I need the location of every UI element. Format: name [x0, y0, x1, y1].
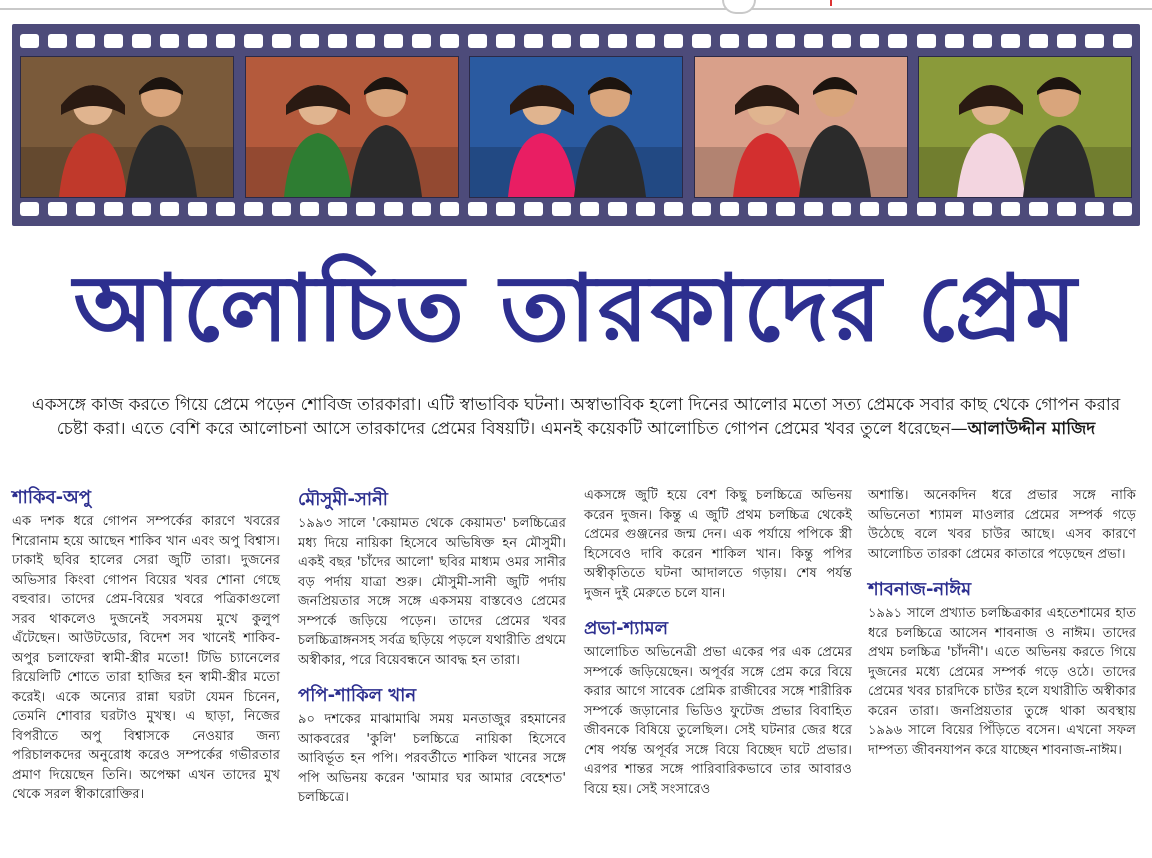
- film-perforation: [244, 34, 263, 48]
- film-perforation: [216, 34, 235, 48]
- film-perforation: [636, 202, 655, 216]
- film-perforations-bottom: [20, 202, 1132, 216]
- film-perforation: [1057, 34, 1076, 48]
- film-perforation: [664, 34, 683, 48]
- film-perforation: [692, 34, 711, 48]
- film-perforation: [1057, 202, 1076, 216]
- film-perforation: [1001, 202, 1020, 216]
- film-perforation: [188, 202, 207, 216]
- film-perforation: [356, 202, 375, 216]
- headline: আলোচিত তারকাদের প্রেম: [73, 254, 1079, 362]
- film-perforation: [804, 202, 823, 216]
- film-perforation: [496, 34, 515, 48]
- film-perforation: [328, 34, 347, 48]
- film-perforation: [328, 202, 347, 216]
- film-perforation: [580, 34, 599, 48]
- film-perforation: [1029, 34, 1048, 48]
- banner-photo: [918, 56, 1132, 198]
- film-perforation: [524, 34, 543, 48]
- column-1: [12, 486, 280, 805]
- film-perforation: [1001, 34, 1020, 48]
- section-body-popy-shakil-continued: একসঙ্গে জুটি হয়ে বেশ কিছু চলচ্চিত্রে অভিনয় করেন দুজন। কিন্তু এ জুটি প্রথম চলচ্চিত্র থেকেই প্রেমের গুঞ্জনের জন্ম দেন। এক পর্যায়ে পপিকে স্ত্রী হিসেবেও দাবি করেন শাকিল খান। কিন্তু পপির অস্বীকৃতিতে ঘটনা আদালতে গড়ায়। শেষ পর্যন্ত দুজন দুই মেরুতে চলে যান।: [584, 488, 852, 601]
- film-perforation: [1113, 202, 1132, 216]
- film-perforation: [748, 34, 767, 48]
- couple-photo-icon: [246, 57, 458, 197]
- top-notch: [722, 0, 756, 14]
- film-perforation: [860, 202, 879, 216]
- section-body-popy-shakil: ৯০ দশকের মাঝামাঝি সময় মনতাজুর রহমানের আকবরের 'কুলি' চলচ্চিত্রে নায়িকা হিসেবে আবির্ভূত হন পপি। পরবর্তীতে শাকিল খানের সঙ্গে পপি অভিনয় করেন 'আমার ঘর আমার বেহেশত' চলচ্চিত্রে।: [298, 712, 566, 805]
- film-perforation: [804, 34, 823, 48]
- film-perforation: [468, 202, 487, 216]
- intro-paragraph: [30, 393, 1122, 441]
- film-perforation: [917, 202, 936, 216]
- film-perforation: [48, 202, 67, 216]
- film-perforation: [860, 34, 879, 48]
- film-perforation: [1029, 202, 1048, 216]
- film-perforation: [973, 34, 992, 48]
- film-perforation: [524, 202, 543, 216]
- film-perforation: [720, 202, 739, 216]
- film-perforation: [552, 34, 571, 48]
- couple-photo-icon: [21, 57, 233, 197]
- film-perforation: [945, 202, 964, 216]
- film-perforation: [945, 34, 964, 48]
- film-perforation: [132, 34, 151, 48]
- film-perforation: [748, 202, 767, 216]
- section-title-prova-shyamol: প্রভা-শ্যামল: [584, 618, 669, 639]
- film-perforation: [300, 34, 319, 48]
- film-perforation: [468, 34, 487, 48]
- film-perforation: [580, 202, 599, 216]
- film-perforation: [104, 202, 123, 216]
- film-perforation: [272, 34, 291, 48]
- film-perforation: [888, 34, 907, 48]
- section-body-prova-shyamol-continued: অশান্তি। অনেকদিন ধরে প্রভার সঙ্গে নাকি অভিনেতা শ্যামল মাওলার প্রেমের সম্পর্ক গড়ে উঠেছে বলে খবর চাউর আছে। এসব কারণে আলোচিত তারকা প্রেমের কাতারে পড়েছেন প্রভা।: [868, 488, 1136, 562]
- film-perforation: [832, 202, 851, 216]
- film-perforation: [1113, 34, 1132, 48]
- film-perforation: [776, 202, 795, 216]
- film-perforation: [608, 34, 627, 48]
- section-body-shakib-apu: এক দশক ধরে গোপন সম্পর্কের কারণে খবরের শিরোনাম হয়ে আছেন শাকিব খান এবং অপু বিশ্বাস। ঢাকাই ছবির হালের সেরা জুটি তারা। দুজনের অভিসার কিংবা গোপন বিয়ের খবর শোনা গেছে বহুবার। তাদের প্রেম-বিয়ের খবরে পত্রিকাগুলো সরব থাকলেও দুজনেই সবসময় মুখে কুলুপ এঁটেছেন। আউটডোর, বিদেশ সব খানেই শাকিব-অপুর চলাফেরা স্বামী-স্ত্রীর মতো! টিভি চ্যানেলের রিয়েলিটি শোতে তারা হাজির হন স্বামী-স্ত্রীর মতো করেই। একে অন্যের রান্না ঘরটা যেমন চিনেন, তেমনি শোবার ঘরটাও মুখস্থ। এ ছাড়া, নিজের বিপরীতে অপু বিশ্বাসকে নেওয়ার জন্য পরিচালকদের অনুরোধ করেও সম্পর্কের গভীরতার প্রমাণ দিয়েছেন তিনি। অপেক্ষা এখন তাদের মুখ থেকে সরল স্বীকারোক্তির।: [12, 514, 280, 802]
- film-perforation: [76, 34, 95, 48]
- column-4: [868, 486, 1136, 760]
- film-perforation: [720, 34, 739, 48]
- film-perforation: [216, 202, 235, 216]
- couple-photo-icon: [470, 57, 682, 197]
- intro-text: একসঙ্গে কাজ করতে গিয়ে প্রেমে পড়েন শোবিজ তারকারা। এটি স্বাভাবিক ঘটনা। অস্বাভাবিক হলো দিনের আলোর মতো সত্য প্রেমকে সবার কাছ থেকে গোপন করার চেষ্টা করা। এতে বেশি করে আলোচনা আসে তারকাদের প্রেমের বিষয়টি। এমনই কয়েকটি আলোচিত গোপন প্রেমের খবর তুলে ধরেছেন—: [31, 395, 1121, 439]
- film-perforation: [188, 34, 207, 48]
- film-perforation: [636, 34, 655, 48]
- column-3: [584, 486, 852, 799]
- film-perforation: [608, 202, 627, 216]
- film-perforation: [412, 202, 431, 216]
- top-rule: [0, 8, 1152, 10]
- film-perforation: [692, 202, 711, 216]
- film-perforation: [973, 202, 992, 216]
- film-perforation: [272, 202, 291, 216]
- film-perforation: [776, 34, 795, 48]
- film-perforation: [1085, 34, 1104, 48]
- film-perforation: [917, 34, 936, 48]
- film-perforation: [160, 202, 179, 216]
- section-title-moushumi-sanny: মৌসুমী-সানী: [298, 489, 388, 510]
- film-perforation: [440, 34, 459, 48]
- film-perforation: [160, 34, 179, 48]
- film-perforation: [20, 202, 39, 216]
- film-perforation: [48, 34, 67, 48]
- film-perforation: [356, 34, 375, 48]
- film-perforation: [132, 202, 151, 216]
- film-perforations-top: [20, 34, 1132, 48]
- couple-photo-icon: [919, 57, 1131, 197]
- section-title-shakib-apu: শাকিব-অপু: [12, 487, 91, 508]
- section-body-moushumi-sanny: ১৯৯৩ সালে 'কেয়ামত থেকে কেয়ামত' চলচ্চিত্রের মধ্য দিয়ে নায়িকা হিসেবে অভিষিক্ত হন মৌসুমী। একই বছর 'চাঁদের আলো' ছবির মাধ্যম ওমর সানীর বড় পর্দায় যাত্রা শুরু। মৌসুমী-সানী জুটি পর্দায় জনপ্রিয়তার সঙ্গে সঙ্গে একসময় বাস্তবেও প্রেমের সম্পর্কে জড়িয়ে পড়েন। তাদের প্রেমের খবর চলচ্চিত্রাঙ্গনসহ সর্বত্র ছড়িয়ে পড়লে যথারীতি প্রথমে অস্বীকার, পরে বিয়েবন্ধনে আবদ্ধ হন তারা।: [298, 516, 566, 668]
- film-perforation: [412, 34, 431, 48]
- film-perforation: [832, 34, 851, 48]
- film-perforation: [664, 202, 683, 216]
- film-perforation: [300, 202, 319, 216]
- banner-photo: [20, 56, 234, 198]
- film-perforation: [76, 202, 95, 216]
- film-perforation: [888, 202, 907, 216]
- couple-photo-icon: [695, 57, 907, 197]
- film-perforation: [20, 34, 39, 48]
- section-body-shabnaz-nayeem: ১৯৯১ সালে প্রখ্যাত চলচ্চিত্রকার এহতেশামের হাত ধরে চলচ্চিত্রে আসেন শাবনাজ ও নাঈম। তাদের প্রথম চলচ্চিত্র 'চাঁদনী'। এতে অভিনয় করতে গিয়ে দুজনের মধ্যে প্রেমের সম্পর্ক গড়ে ওঠে। তাদের প্রেমের খবর চারদিকে চাউর হলে যথারীতি অস্বীকার করেন তারা। জনপ্রিয়তার তুঙ্গে থাকা অবস্থায় ১৯৯৬ সালে বিয়ের পিঁড়িতে বসেন। এখনো সফল দাম্পত্য জীবনযাপন করে যাচ্ছেন শাবনাজ-নাঈম।: [868, 606, 1136, 758]
- banner-photo: [694, 56, 908, 198]
- film-perforation: [104, 34, 123, 48]
- column-2: [298, 488, 566, 808]
- film-perforation: [440, 202, 459, 216]
- section-title-shabnaz-nayeem: শাবনাজ-নাঈম: [868, 579, 972, 600]
- section-title-popy-shakil: পপি-শাকিল খান: [298, 685, 417, 706]
- banner-photo: [245, 56, 459, 198]
- section-body-prova-shyamol: আলোচিত অভিনেত্রী প্রভা একের পর এক প্রেমের সম্পর্কে জড়িয়েছেন। অপূর্বর সঙ্গে প্রেম করে বিয়ে করার আগে সাবেক প্রেমিক রাজীবের সঙ্গে শারীরিক সম্পর্কে জড়ানোর ভিডিও ফুটেজ প্রভার বিবাহিত জীবনকে বিষিয়ে তুলেছিল। সেই ঘটনার জের ধরে শেষ পর্যন্ত অপূর্বর সঙ্গে বিয়ে বিচ্ছেদ ঘটে প্রভার। এরপর শান্তর সঙ্গে পারিবারিকভাবে তার আবারও বিয়ে হয়। সেই সংসারেও: [584, 645, 852, 797]
- banner-photo: [469, 56, 683, 198]
- filmstrip-banner: [12, 24, 1140, 226]
- film-perforation: [244, 202, 263, 216]
- top-tick: [830, 0, 832, 6]
- author-name: আলাউদ্দীন মাজিদ: [967, 419, 1096, 439]
- film-perforation: [384, 202, 403, 216]
- film-perforation: [384, 34, 403, 48]
- film-perforation: [1085, 202, 1104, 216]
- film-perforation: [552, 202, 571, 216]
- photo-frames: [20, 56, 1132, 196]
- film-perforation: [496, 202, 515, 216]
